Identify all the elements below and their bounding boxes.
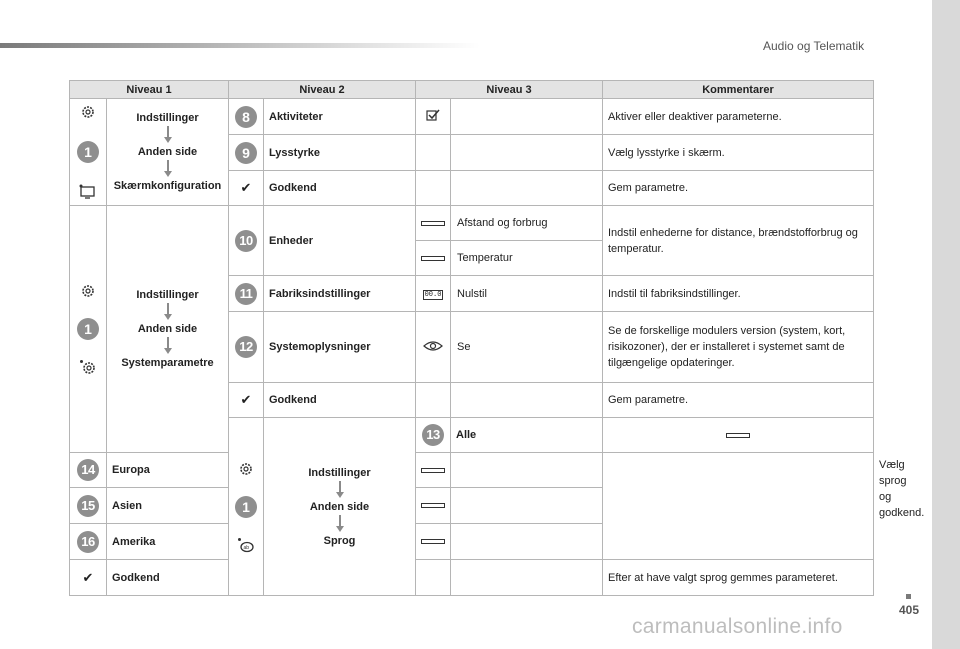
flow-step: Indstillinger <box>136 112 199 124</box>
gear-icon <box>80 283 96 299</box>
level-3-icon-cell <box>416 99 451 135</box>
level-3-cell <box>451 524 603 560</box>
comment-cell: Aktiver eller deaktiver parameterne. <box>603 99 874 135</box>
level-3-icon-cell <box>416 560 451 596</box>
comment-cell: Vælg lysstyrke i skærm. <box>603 135 874 171</box>
level-3-cell <box>451 171 603 206</box>
svg-text:ab: ab <box>243 544 250 551</box>
header-decorative-bar <box>0 43 480 48</box>
level-3-cell: Temperatur <box>451 241 603 276</box>
level-3-icon-cell <box>416 171 451 206</box>
level-3-icon-cell <box>603 418 874 453</box>
comment-cell: Se de forskellige modulers version (system, kort, risikozoner), der er installeret i systemet samt de tilgængelige opdateringer. <box>603 312 874 383</box>
level-3-cell <box>451 135 603 171</box>
row-number-cell <box>416 418 451 453</box>
level-1-badge: 1 <box>235 496 257 518</box>
level-3-icon-cell <box>416 488 451 524</box>
table-row <box>70 560 874 596</box>
flow-step: Anden side <box>137 146 198 158</box>
group-1-icons <box>70 99 107 206</box>
group-2-icons <box>70 206 107 453</box>
page-marker <box>906 594 911 599</box>
level-3-icon-cell <box>416 206 451 241</box>
group-3-flow <box>264 418 416 596</box>
table-header-row <box>70 81 874 99</box>
col-header-niveau-1: Niveau 1 <box>70 81 229 99</box>
confirm-check-icon: ✔ <box>82 569 94 585</box>
table-row <box>70 453 874 488</box>
list-field-icon <box>421 539 445 544</box>
level-2-cell: Lysstyrke <box>264 135 416 171</box>
row-badge: 10 <box>235 230 257 252</box>
row-number-cell <box>229 312 264 383</box>
list-field-icon <box>421 503 445 508</box>
table-row: 1 ab Indstillinger Anden side Sprog 13 Alle Vælg sprog og godkend. <box>70 418 874 453</box>
table-row <box>70 206 874 241</box>
confirm-check-icon: ✔ <box>240 180 252 195</box>
flow-step: Skærmkonfiguration <box>113 180 222 192</box>
level-3-cell <box>451 99 603 135</box>
list-field-icon <box>726 433 750 438</box>
confirm-check-icon: ✔ <box>240 392 252 407</box>
comment-cell: Gem parametre. <box>603 171 874 206</box>
check-icon <box>229 383 264 418</box>
screen-icon <box>79 184 97 200</box>
flow-step: Systemparametre <box>121 357 214 369</box>
level-3-cell: Afstand og forbrug <box>451 206 603 241</box>
level-3-icon-cell <box>416 135 451 171</box>
level-3-cell <box>451 560 603 596</box>
row-number-cell <box>70 453 107 488</box>
comment-cell: Indstil enhederne for distance, brændstofforbrug og temperatur. <box>603 206 874 276</box>
reset-counter-icon: 00.0 <box>424 291 442 299</box>
row-number-cell <box>70 524 107 560</box>
row-badge: 8 <box>235 106 257 128</box>
level-2-cell: Enheder <box>264 206 416 276</box>
gear-icon <box>238 461 254 477</box>
flow-step: Anden side <box>309 500 370 513</box>
list-field-icon <box>421 221 445 226</box>
row-badge: 16 <box>77 531 99 553</box>
group-2-flow <box>107 206 229 453</box>
level-3-icon-cell <box>416 524 451 560</box>
check-icon <box>229 171 264 206</box>
level-3-icon-cell <box>416 383 451 418</box>
page-number: 405 <box>899 603 920 617</box>
level-2-cell: Godkend <box>264 171 416 206</box>
flow-step: Indstillinger <box>136 289 199 301</box>
level-2-cell: Aktiviteter <box>264 99 416 135</box>
arrow-down-icon <box>335 481 345 499</box>
row-badge: 13 <box>422 424 444 446</box>
row-number-cell <box>70 488 107 524</box>
level-3-icon-cell <box>416 312 451 383</box>
row-badge: 12 <box>235 336 257 358</box>
language-icon <box>237 537 255 553</box>
table-row <box>70 524 874 560</box>
row-number-cell <box>229 135 264 171</box>
arrow-down-icon <box>163 303 173 321</box>
arrow-down-icon <box>163 160 173 178</box>
page-side-strip <box>932 0 960 649</box>
row-number-cell <box>229 206 264 276</box>
level-2-cell: Godkend <box>264 383 416 418</box>
arrow-down-icon <box>163 337 173 355</box>
row-badge: 14 <box>77 459 99 481</box>
row-number-cell <box>229 99 264 135</box>
col-header-niveau-2: Niveau 2 <box>229 81 416 99</box>
watermark: carmanualsonline.info <box>632 615 843 638</box>
comment-cell: Indstil til fabriksindstillinger. <box>603 276 874 312</box>
row-badge: 11 <box>235 283 257 305</box>
level-2-cell: Systemoplysninger <box>264 312 416 383</box>
group-1-flow <box>107 99 229 206</box>
arrow-down-icon <box>163 126 173 144</box>
level-1-badge: 1 <box>77 141 99 163</box>
level-2-cell: Europa <box>107 453 229 488</box>
level-3-cell <box>451 453 603 488</box>
checkbox-icon <box>426 108 440 122</box>
level-3-icon-cell <box>416 453 451 488</box>
col-header-niveau-3: Niveau 3 <box>416 81 603 99</box>
check-icon <box>70 560 107 596</box>
level-1-badge: 1 <box>77 318 99 340</box>
level-2-cell: Godkend <box>107 560 229 596</box>
level-3-cell: Nulstil <box>451 276 603 312</box>
level-3-cell: Se <box>451 312 603 383</box>
row-badge: 9 <box>235 142 257 164</box>
section-title: Audio og Telematik <box>763 39 865 53</box>
list-field-icon <box>421 468 445 473</box>
row-number-cell <box>229 276 264 312</box>
settings-table <box>69 80 925 596</box>
table-row <box>70 99 874 135</box>
level-2-cell: Amerika <box>107 524 229 560</box>
group-3-icons <box>229 418 264 596</box>
eye-icon <box>423 339 443 353</box>
level-3-cell <box>451 488 603 524</box>
level-3-icon-cell <box>416 241 451 276</box>
level-3-cell <box>451 383 603 418</box>
comment-cell: Efter at have valgt sprog gemmes parameteret. <box>603 560 874 596</box>
level-2-cell: Asien <box>107 488 229 524</box>
flow-step: Indstillinger <box>308 466 371 479</box>
list-field-icon <box>421 256 445 261</box>
flow-step: Sprog <box>323 534 356 547</box>
comment-cell: Gem parametre. <box>603 383 874 418</box>
table-row <box>70 488 874 524</box>
col-header-kommentarer: Kommentarer <box>603 81 874 99</box>
arrow-down-icon <box>335 515 345 533</box>
level-3-icon-cell <box>416 276 451 312</box>
flow-step: Anden side <box>137 323 198 335</box>
level-2-cell: Fabriksindstillinger <box>264 276 416 312</box>
system-settings-icon <box>79 359 97 375</box>
row-badge: 15 <box>77 495 99 517</box>
level-2-cell: Alle <box>451 418 603 453</box>
gear-icon <box>80 104 96 120</box>
